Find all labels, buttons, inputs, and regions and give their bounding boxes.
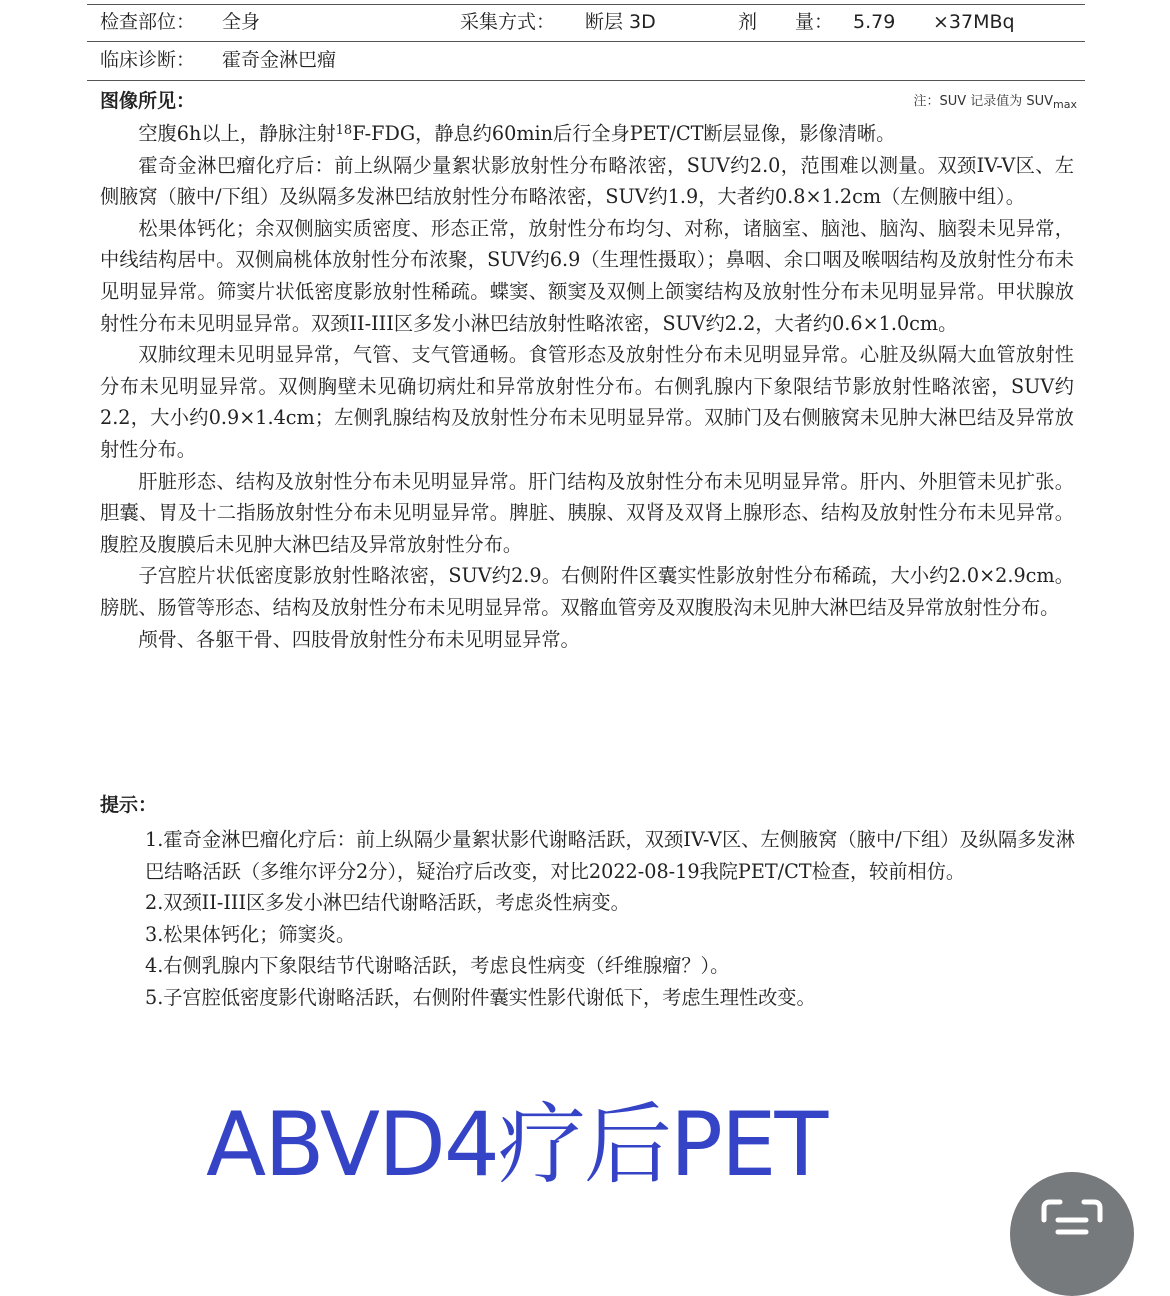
dose-label: 剂 量：: [738, 11, 834, 33]
hint-item: 3.松果体钙化；筛窦炎。: [145, 922, 356, 946]
hint-item: 4.右侧乳腺内下象限结节代谢略活跃，考虑良性病变（纤维腺瘤？）。: [145, 954, 730, 978]
hint-item: 5.子宫腔低密度影代谢略活跃，右侧附件囊实性影代谢低下，考虑生理性改变。: [145, 985, 816, 1009]
suv-note-subscript: max: [1053, 98, 1077, 111]
findings-p1-start: 空腹6h以上，静脉注射: [138, 122, 336, 145]
header-bottom-border: [87, 80, 1085, 81]
isotope-superscript: 18: [335, 123, 353, 138]
hints-list: [145, 824, 1075, 1014]
findings-paragraph: 颅骨、各躯干骨、四肢骨放射性分布未见明显异常。: [138, 627, 580, 651]
findings-paragraph: 肝脏形态、结构及放射性分布未见明显异常。肝门结构及放射性分布未见明显异常。肝内、外胆管未见扩张。胆囊、胃及十二指肠放射性分布未见明显异常。脾脏、胰腺、双肾及双肾上腺形态、结构及放射性分布未见异常。腹腔及腹膜后未见肿大淋巴结及异常放射性分布。: [100, 469, 1074, 556]
overlay-caption: ABVD4疗后PET: [206, 1093, 827, 1196]
findings-paragraph: 松果体钙化；余双侧脑实质密度、形态正常，放射性分布均匀、对称，诸脑室、脑池、脑沟、脑裂未见异常，中线结构居中。双侧扁桃体放射性分布浓聚，SUV约6.9（生理性摄取）；鼻咽、余口咽及喉咽结构及放射性分布未见明显异常。筛窦片状低密度影放射性稀疏。蝶窦、额窦及双侧上颌窦结构及放射性分布未见明显异常。甲状腺放射性分布未见明显异常。双颈II-III区多发小淋巴结放射性略浓密，SUV约2.2，大者约0.6×1.0cm。: [100, 216, 1074, 335]
exam-site-label: 检查部位：: [100, 11, 196, 33]
header-row-2: [100, 45, 1080, 75]
findings-title: 图像所见：: [100, 90, 196, 112]
diagnosis-value: 霍奇金淋巴瘤: [222, 49, 337, 71]
hint-item: 2.双颈II-III区多发小淋巴结代谢略活跃，考虑炎性病变。: [145, 891, 630, 915]
diagnosis-label: 临床诊断：: [100, 49, 196, 71]
suv-note: [913, 90, 1077, 111]
findings-p1-end: F-FDG，静息约60min后行全身PET/CT断层显像，影像清晰。: [352, 122, 896, 145]
dose-unit: ×37MBq: [933, 11, 1015, 33]
acquisition-label: 采集方式：: [460, 11, 556, 33]
findings-paragraph: 霍奇金淋巴瘤化疗后：前上纵隔少量絮状影放射性分布略浓密，SUV约2.0，范围难以测量。双颈IV-V区、左侧腋窝（腋中/下组）及纵隔多发淋巴结放射性分布略浓密，SUV约1.9，大者约0.8×1.2cm（左侧腋中组）。: [100, 153, 1074, 209]
dose-value: 5.79: [853, 11, 896, 33]
header-top-border: [87, 4, 1085, 5]
findings-paragraph: 双肺纹理未见明显异常，气管、支气管通畅。食管形态及放射性分布未见明显异常。心脏及纵隔大血管放射性分布未见明显异常。双侧胸壁未见确切病灶和异常放射性分布。右侧乳腺内下象限结节影放射性略浓密，SUV约2.2，大小约0.9×1.4cm；左侧乳腺结构及放射性分布未见明显异常。双肺门及右侧腋窝未见肿大淋巴结及异常放射性分布。: [100, 343, 1074, 461]
exam-site-value: 全身: [222, 11, 261, 33]
suv-note-text: 注：SUV 记录值为 SUV: [913, 94, 1054, 109]
findings-paragraph: [100, 118, 1074, 150]
findings-body: [100, 118, 1074, 655]
hints-title: 提示：: [100, 794, 158, 816]
header-row-1: [100, 7, 1080, 37]
acquisition-value: 断层 3D: [585, 11, 656, 33]
text-extract-icon: [1040, 1198, 1104, 1238]
header-mid-border: [87, 41, 1085, 42]
text-extract-button[interactable]: [1010, 1172, 1134, 1296]
hint-item: 1.霍奇金淋巴瘤化疗后：前上纵隔少量絮状影代谢略活跃，双颈IV-V区、左侧腋窝（腋中/下组）及纵隔多发淋巴结略活跃（多维尔评分2分），疑治疗后改变，对比2022-08-19我院PET/CT检查，较前相仿。: [145, 828, 1075, 883]
findings-paragraph: 子宫腔片状低密度影放射性略浓密，SUV约2.9。右侧附件区囊实性影放射性分布稀疏，大小约2.0×2.9cm。膀胱、肠管等形态、结构及放射性分布未见明显异常。双髂血管旁及双腹股沟未见肿大淋巴结及异常放射性分布。: [100, 564, 1074, 619]
